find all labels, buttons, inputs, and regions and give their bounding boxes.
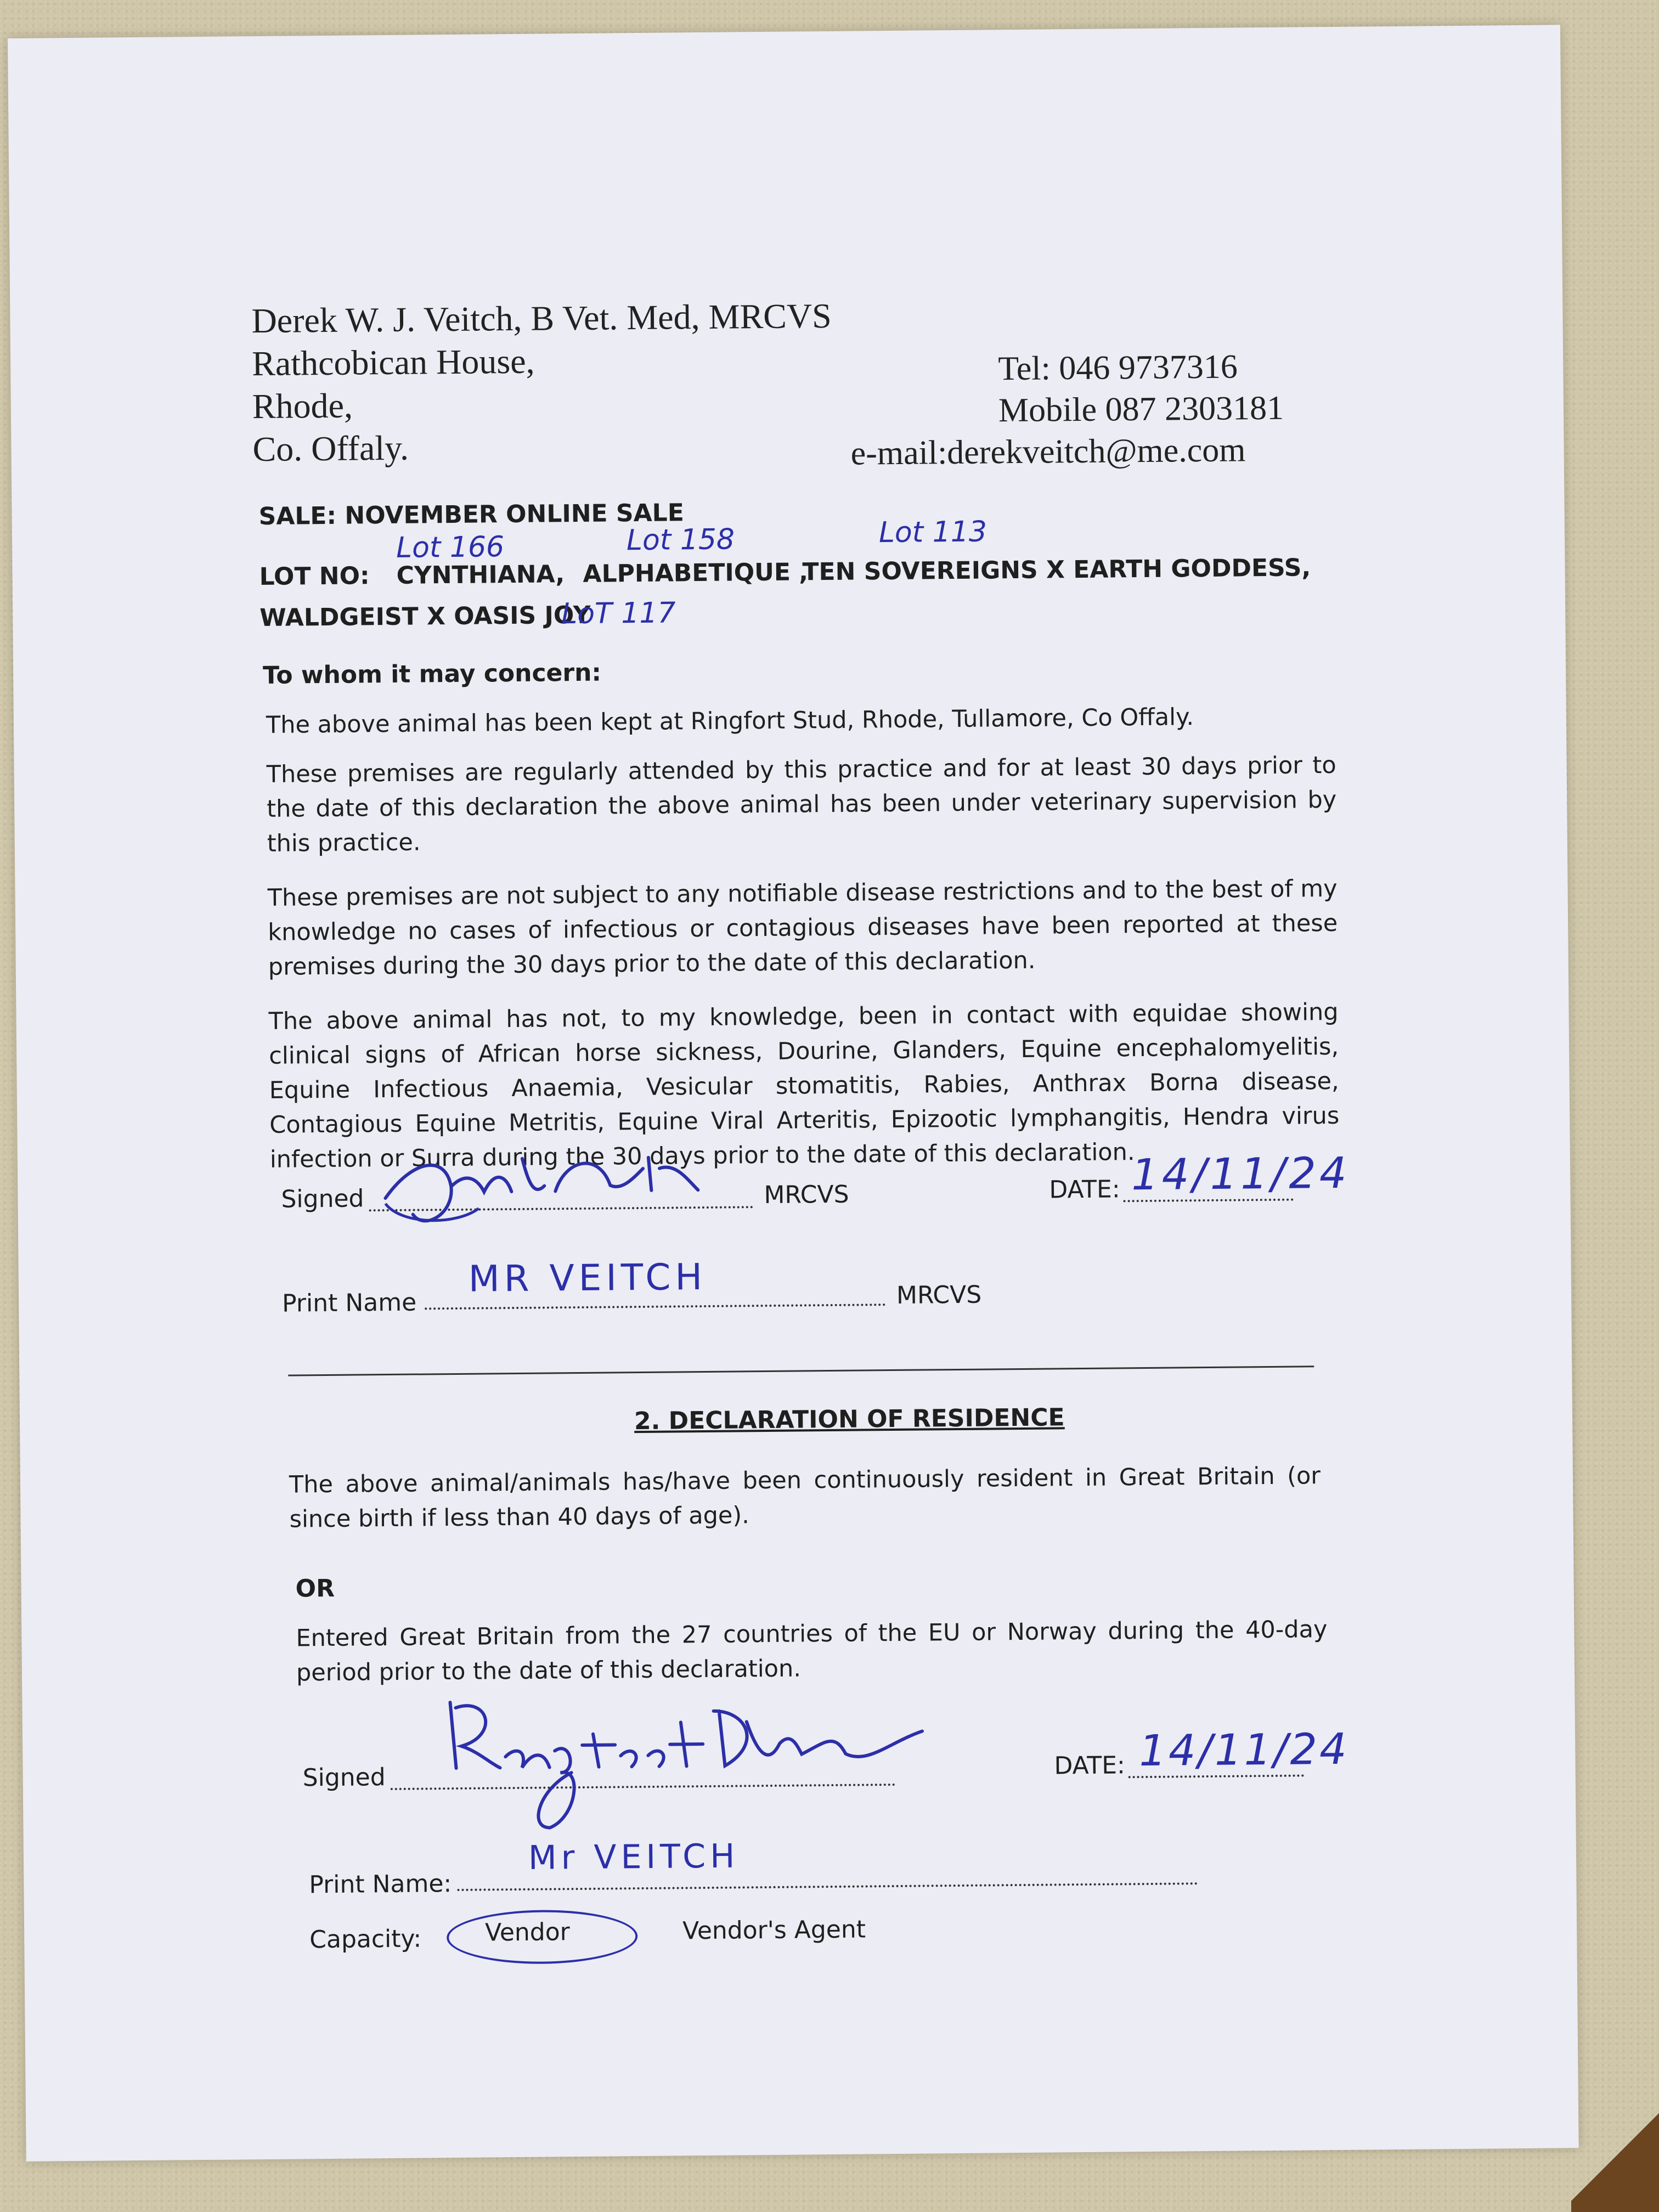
- sale-label: SALE: NOVEMBER ONLINE SALE: [258, 499, 684, 531]
- lot-label: LOT NO:: [259, 562, 370, 591]
- letterhead-mobile: Mobile 087 2303181: [998, 389, 1284, 430]
- paragraph-2: These premises are regularly attended by this practice and for at least 30 days prior to the date of this declaration the above animal has been under veterinary supervision by this practice.: [266, 751, 1337, 857]
- lot-line-2: WALDGEIST X OASIS JOY: [259, 601, 591, 633]
- paragraph-1: The above animal has been kept at Ringfort Stud, Rhode, Tullamore, Co Offaly.: [266, 703, 1194, 739]
- section2-signature: [439, 1687, 978, 1835]
- handwritten-lot-4: LoT 117: [561, 596, 676, 631]
- section2-signed-label: Signed: [302, 1763, 386, 1792]
- paragraph-3: These premises are not subject to any notifiable disease restrictions and to the best of my knowledge no cases of infectious or contagious diseases have been reported at these premises during the 30 days prior to the date of this declaration.: [267, 874, 1338, 981]
- greeting: To whom it may concern:: [262, 658, 602, 690]
- handwritten-lot-3: Lot 113: [878, 515, 988, 550]
- paragraph-4: The above animal has not, to my knowledge, been in contact with equidae showing clinical signs of African horse sickness, Dourine, Glanders, Equine encephalomyelitis, Equine Infectious Anaemia, Vesicular stomatitis, Rabies, Anthrax Borna disease, Contagious Equine Metritis, Equine Viral Arteritis, Epizootic lymphangitis, Hendra virus infection or Surra during the 30 days prior to the date of this declaration.: [268, 998, 1340, 1173]
- letterhead-address-1: Rathcobican House,: [251, 341, 535, 383]
- section2-para-2: Entered Great Britain from the 27 countries of the EU or Norway during the 40-day period prior to the date of this declaration.: [296, 1616, 1328, 1687]
- section2-date-value: 14/11/24: [1138, 1724, 1350, 1776]
- vet-signed-label: Signed: [281, 1184, 364, 1214]
- section2-print-value: Mr VEITCH: [528, 1837, 740, 1877]
- vet-signature: [369, 1135, 720, 1232]
- letterhead-address-3: Co. Offaly.: [252, 428, 409, 469]
- table-corner: [1571, 2102, 1659, 2212]
- handwritten-lot-1: Lot 166: [396, 531, 505, 565]
- vet-print-suffix: MRCVS: [896, 1280, 982, 1310]
- lot-item-3: TEN SOVEREIGNS X EARTH GODDESS,: [802, 554, 1311, 586]
- vet-signed-suffix: MRCVS: [764, 1180, 849, 1210]
- section2-date-label: DATE:: [1054, 1751, 1126, 1780]
- capacity-label: Capacity:: [309, 1925, 422, 1954]
- section2-para-1: The above animal/animals has/have been continuously resident in Great Britain (or since birth if less than 40 days of age).: [289, 1462, 1321, 1533]
- section-divider: [288, 1365, 1314, 1376]
- section2-or: OR: [295, 1574, 335, 1603]
- letterhead-email: e-mail:derekveitch@me.com: [850, 431, 1246, 472]
- letterhead-address-2: Rhode,: [252, 386, 353, 426]
- letterhead-name: Derek W. J. Veitch, B Vet. Med, MRCVS: [251, 296, 832, 341]
- document-page: [8, 25, 1579, 2162]
- lot-item-2: ALPHABETIQUE ,: [583, 558, 809, 588]
- capacity-option-agent: Vendor's Agent: [682, 1915, 866, 1945]
- capacity-option-vendor: Vendor: [484, 1918, 570, 1947]
- section2-print-label: Print Name:: [309, 1870, 452, 1899]
- letterhead-tel: Tel: 046 9737316: [998, 348, 1238, 388]
- vet-date-value: 14/11/24: [1131, 1148, 1350, 1200]
- vet-print-label: Print Name: [281, 1288, 417, 1318]
- handwritten-lot-2: Lot 158: [626, 523, 735, 557]
- section2-heading: 2. DECLARATION OF RESIDENCE: [634, 1403, 1065, 1436]
- vet-date-label: DATE:: [1049, 1175, 1120, 1204]
- vet-print-value: MR VEITCH: [468, 1255, 707, 1300]
- lot-item-1: CYNTHIANA,: [396, 560, 565, 590]
